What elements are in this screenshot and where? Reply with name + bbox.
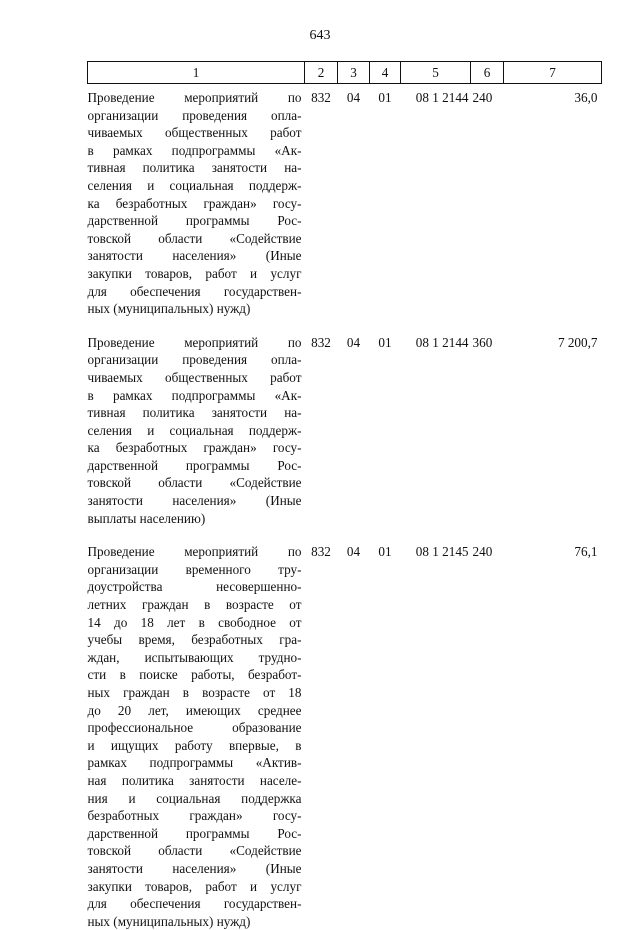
row-subsection-code: 01 (378, 544, 392, 560)
description-line: дарственной программы Рос- (87, 213, 302, 229)
description-line: учебы время, безработных гра- (87, 632, 302, 648)
description-line: чиваемых общественных работ (87, 369, 302, 385)
header-col-6: 6 (471, 62, 504, 84)
description-line: ка безработных граждан» госу- (87, 440, 302, 456)
description-line: рамках подпрограммы «Актив- (87, 755, 302, 771)
row-subsection-code: 01 (378, 90, 392, 105)
header-col-7: 7 (504, 62, 602, 84)
description-line: ных (муниципальных) нужд) (87, 913, 251, 929)
row-amount: 36,0 (574, 90, 598, 105)
description-line: селения и социальная поддерж- (87, 177, 302, 193)
row-description (88, 527, 305, 930)
description-line: товской области «Содействие (87, 843, 302, 859)
row-section-code: 04 (346, 90, 361, 105)
description-line: Проведение мероприятий по (87, 334, 302, 350)
description-line: ных (муниципальных) нужд) (87, 301, 251, 317)
description-line: доустройства несовершенно- (87, 579, 302, 595)
description-line: для обеспечения государствен- (87, 896, 302, 912)
row-amount: 7 200,7 (557, 334, 598, 350)
row-subsection-code: 01 (378, 334, 392, 350)
description-line: выплаты населению) (87, 510, 206, 526)
description-line: занятости населения» (Иные (87, 860, 302, 876)
table-row (88, 527, 602, 930)
row-ministry-code: 832 (311, 334, 331, 350)
description-line: летних граждан в возрасте от (87, 597, 302, 613)
description-line: занятости населения» (Иные (87, 493, 302, 509)
description-line: в рамках подпрограммы «Ак- (87, 387, 302, 403)
header-col-2: 2 (305, 62, 338, 84)
row-expense-type-code: 360 (472, 334, 493, 350)
description-line: занятости населения» (Иные (87, 248, 302, 264)
row-target-article-code: 08 1 2144 (415, 90, 469, 105)
row-description (88, 84, 305, 318)
description-line: в рамках подпрограммы «Ак- (87, 142, 302, 158)
row-expense-type-code: 240 (472, 90, 493, 105)
description-line: ных граждан в возрасте от 18 (87, 685, 302, 700)
description-line: 14 до 18 лет в свободное от (87, 614, 302, 630)
description-line: организации проведения опла- (87, 107, 302, 123)
row-section-code: 04 (346, 334, 361, 350)
row-expense-type-code: 240 (472, 544, 493, 560)
description-line: ка безработных граждан» госу- (87, 195, 302, 211)
description-line: закупки товаров, работ и услуг (87, 878, 302, 894)
description-line: организации проведения опла- (87, 352, 302, 368)
row-ministry-code: 832 (311, 90, 331, 105)
page-number: 643 (309, 28, 331, 43)
header-col-4: 4 (370, 62, 401, 84)
row-target-article-code: 08 1 2145 (415, 544, 469, 560)
description-line: товской области «Содействие (87, 475, 302, 491)
description-line: Проведение мероприятий по (87, 544, 302, 560)
table-row (88, 84, 602, 318)
description-line: безработных граждан» госу- (87, 808, 302, 824)
budget-table (87, 61, 602, 930)
table-row (88, 318, 602, 528)
description-line: Проведение мероприятий по (87, 90, 302, 105)
header-col-5: 5 (401, 62, 471, 84)
description-line: ния и социальная поддержка (87, 790, 302, 806)
description-line: тивная политика занятости на- (87, 405, 302, 421)
description-line: ная политика занятости населе- (87, 772, 302, 788)
description-line: тивная политика занятости на- (87, 160, 302, 176)
header-col-1: 1 (88, 62, 305, 84)
row-target-article-code: 08 1 2144 (415, 334, 469, 350)
row-description (88, 318, 305, 528)
row-section-code: 04 (346, 544, 361, 560)
description-line: до 20 лет, имеющих среднее (87, 702, 302, 718)
description-line: для обеспечения государствен- (87, 283, 302, 299)
description-line: профессиональное образование (87, 720, 302, 736)
description-line: и ищущих работу впервые, в (87, 737, 302, 753)
row-amount: 76,1 (574, 544, 598, 560)
row-ministry-code: 832 (311, 544, 331, 560)
description-line: дарственной программы Рос- (87, 457, 302, 473)
description-line: организации временного тру- (87, 561, 302, 577)
description-line: товской области «Содействие (87, 230, 302, 246)
description-line: дарственной программы Рос- (87, 825, 302, 841)
description-line: ждан, испытывающих трудно- (87, 649, 302, 665)
description-line: закупки товаров, работ и услуг (87, 265, 302, 281)
description-line: селения и социальная поддерж- (87, 422, 302, 438)
description-line: чиваемых общественных работ (87, 125, 302, 141)
table-header-row (88, 62, 602, 84)
description-line: сти в поиске работы, безработ- (87, 667, 302, 683)
header-col-3: 3 (338, 62, 370, 84)
